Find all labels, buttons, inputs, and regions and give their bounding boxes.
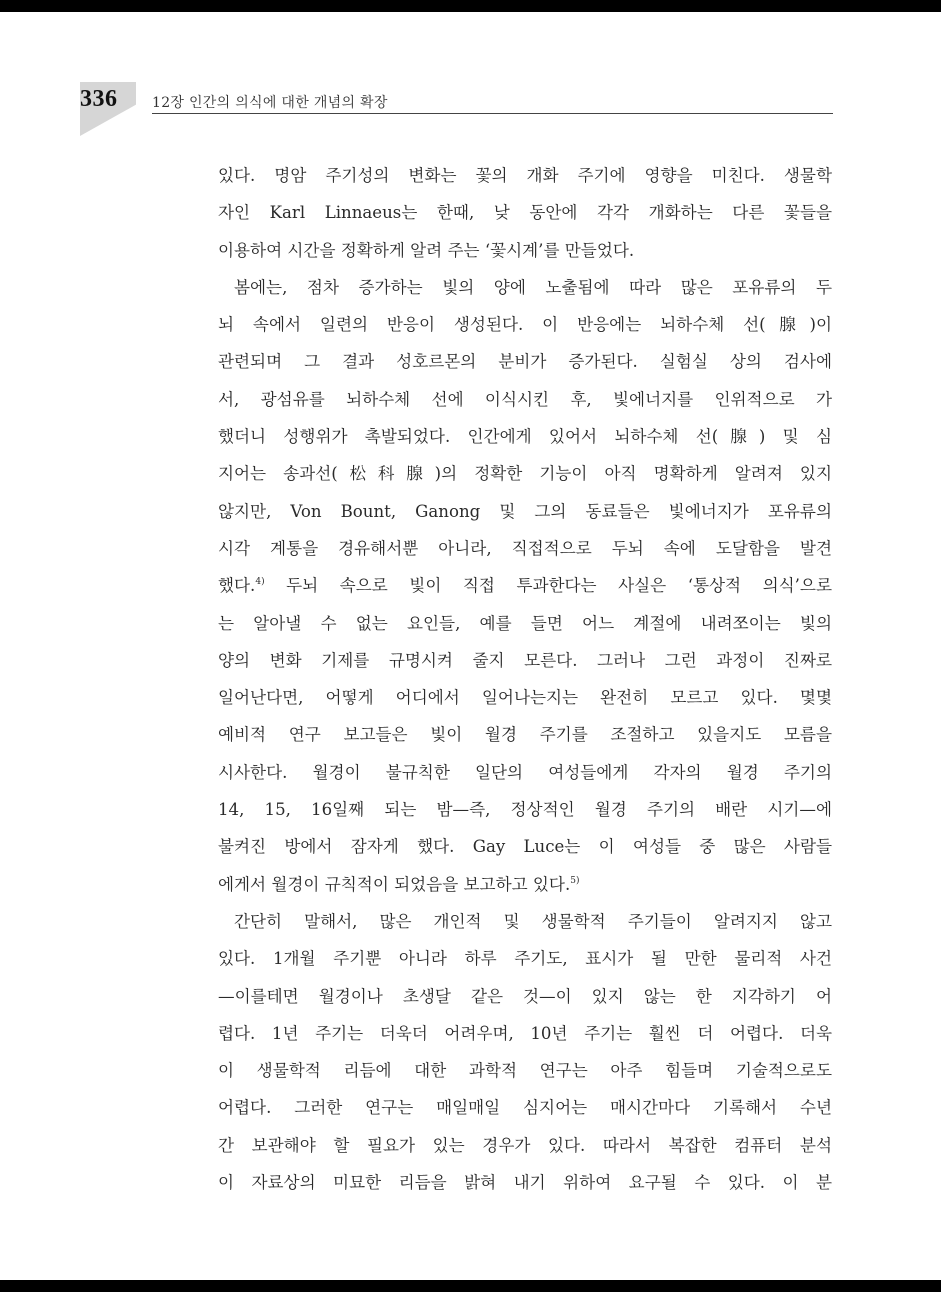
text-line: 양의 변화 기제를 규명시켜 줄지 모른다. 그러나 그런 과정이 진짜로 [218, 650, 832, 670]
bottom-black-bar [0, 1280, 941, 1292]
footnote-marker: 4) [255, 577, 265, 588]
text-line: 간 보관해야 할 필요가 있는 경우가 있다. 따라서 복잡한 컴퓨터 분석 [218, 1135, 832, 1155]
text-line: 뇌 속에서 일련의 반응이 생성된다. 이 반응에는 뇌하수체 선(腺)이 [218, 315, 832, 335]
text-line: 했다.$^{4)}$ 두뇌 속으로 빛이 직접 투과한다는 사실은 ‘통상적 의식’으로 [218, 576, 832, 596]
paragraph-first-line: 봄에는, 점차 증가하는 빛의 양에 노출됨에 따라 많은 포유류의 두 [234, 277, 832, 297]
paragraph-first-line: 간단히 말해서, 많은 개인적 및 생물학적 주기들이 알려지지 않고 [234, 911, 832, 931]
text-line: 이 자료상의 미묘한 리듬을 밝혀 내기 위하여 요구될 수 있다. 이 분 [218, 1173, 832, 1193]
text-line: 서, 광섬유를 뇌하수체 선에 이식시킨 후, 빛에너지를 인위적으로 가 [218, 389, 832, 409]
text-line: 불켜진 방에서 잠자게 했다. Gay Luce는 이 여성들 중 많은 사람들 [218, 837, 832, 857]
header-rule [152, 113, 833, 114]
body-text [218, 157, 832, 1201]
text-line: 어렵다. 그러한 연구는 매일매일 심지어는 매시간마다 기록해서 수년 [218, 1098, 832, 1118]
text-line: 렵다. 1년 주기는 더욱더 어려우며, 10년 주기는 훨씬 더 어렵다. 더욱 [218, 1023, 832, 1043]
top-black-bar [0, 0, 941, 12]
text-line: 시사한다. 월경이 불규칙한 일단의 여성들에게 각자의 월경 주기의 [218, 762, 832, 782]
text-line: 자인 Karl Linnaeus는 한때, 낮 동안에 각각 개화하는 다른 꽃들을 [218, 203, 832, 223]
text-line: 이 생물학적 리듬에 대한 과학적 연구는 아주 힘들며 기술적으로도 [218, 1061, 832, 1081]
text-line: 했더니 성행위가 촉발되었다. 인간에게 있어서 뇌하수체 선(腺) 및 심 [218, 427, 832, 447]
text-line: 지어는 송과선(松科腺)의 정확한 기능이 아직 명확하게 알려져 있지 [218, 464, 832, 484]
text-line: 일어난다면, 어떻게 어디에서 일어나는지는 완전히 모르고 있다. 몇몇 [218, 688, 832, 708]
text-line: 는 알아낼 수 없는 요인들, 예를 들면 어느 계절에 내려쪼이는 빛의 [218, 613, 832, 633]
text-line: 이용하여 시간을 정확하게 알려 주는 ‘꽃시계’를 만들었다. [218, 240, 635, 260]
text-line: 예비적 연구 보고들은 빛이 월경 주기를 조절하고 있을지도 모름을 [218, 725, 832, 745]
text-line: 14, 15, 16일째 되는 밤—즉, 정상적인 월경 주기의 배란 시기—에 [218, 800, 832, 820]
text-line: 있다. 1개월 주기뿐 아니라 하루 주기도, 표시가 될 만한 물리적 사건 [218, 949, 832, 969]
text-line: 있다. 명암 주기성의 변화는 꽃의 개화 주기에 영향을 미친다. 생물학 [218, 166, 832, 185]
text-line: 관련되며 그 결과 성호르몬의 분비가 증가된다. 실험실 상의 검사에 [218, 352, 832, 372]
text-line: 시각 계통을 경유해서뿐 아니라, 직접적으로 두뇌 속에 도달함을 발견 [218, 538, 832, 558]
page-number: 336 [80, 86, 118, 112]
footnote-marker: 5) [570, 875, 580, 886]
chapter-running-header: 12장 인간의 의식에 대한 개념의 확장 [152, 95, 388, 111]
text-line: 않지만, Von Bount, Ganong 및 그의 동료들은 빛에너지가 포유류의 [218, 501, 832, 521]
text-line: 에게서 월경이 규칙적이 되었음을 보고하고 있다.$^{5)}$ [218, 874, 580, 894]
text-line: —이를테면 월경이나 초생달 같은 것—이 있지 않는 한 지각하기 어 [218, 986, 832, 1006]
